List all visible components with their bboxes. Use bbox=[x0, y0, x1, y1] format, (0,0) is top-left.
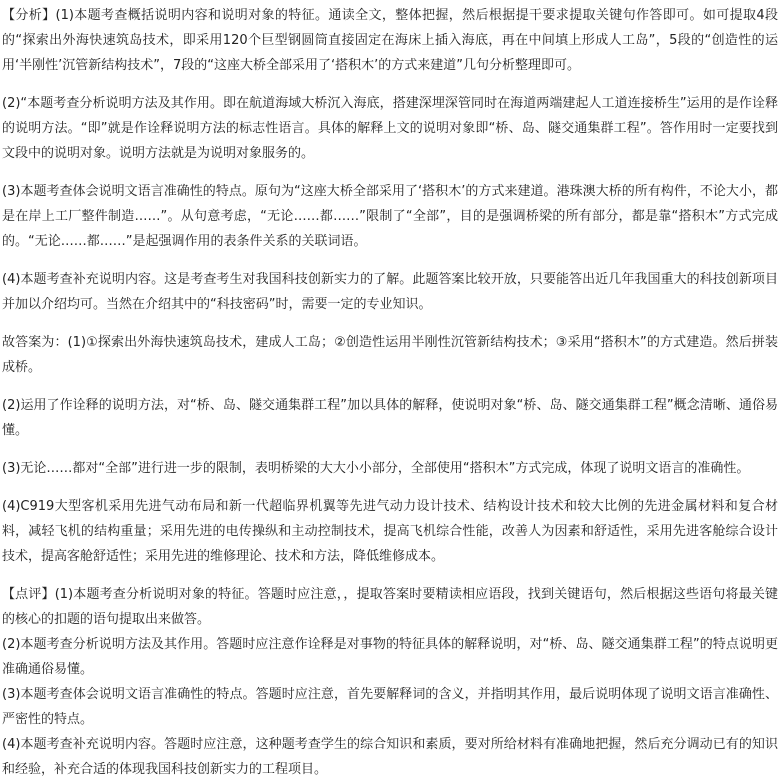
comment-paragraph-1: 【点评】(1)本题考查分析说明对象的特征。答题时应注意，，提取答案时要精读相应语段，找到关键语句，然后根据这些语句将最关键的核心的扣题的语句提取出来做答。 bbox=[2, 587, 778, 627]
comment-section bbox=[2, 582, 778, 782]
answer-paragraph-3: (3)无论……都对“全部”进行进一步的限制，表明桥梁的大大小小部分，全部使用“搭积木”方式完成，体现了说明文语言的准确性。 bbox=[2, 461, 750, 476]
answer-paragraph-4: (4)C919大型客机采用先进气动布局和新一代超临界机翼等先进气动力设计技术、结构设计技术和较大比例的先进金属材料和复合材料，减轻飞机的结构重量；采用先进的电传操纵和主动控制技术，提高飞机综合性能，改善人为因素和舒适性，采用先进客舱综合设计技术，提高客舱舒适性；采用先进的维修理论、技术和方法，降低维修成本。 bbox=[2, 499, 778, 564]
comment-paragraph-3: (3)本题考查体会说明文语言准确性的特点。答题时应注意，首先要解释词的含义，并指明其作用，最后说明体现了说明文语言准确性、严密性的特点。 bbox=[2, 687, 778, 727]
analysis-paragraph-4: (4)本题考查补充说明内容。这是考查考生对我国科技创新实力的了解。此题答案比较开放，只要能答出近几年我国重大的科技创新项目并加以介绍均可。当然在介绍其中的“科技密码”时，需要一定的专业知识。 bbox=[2, 272, 778, 312]
answer-paragraph-2: (2)运用了作诠释的说明方法，对“桥、岛、隧交通集群工程”加以具体的解释，使说明对象“桥、岛、隧交通集群工程”概念清晰、通俗易懂。 bbox=[2, 398, 778, 438]
analysis-section bbox=[2, 3, 778, 317]
answer-paragraph-1: 故答案为：(1)①探索出外海快速筑岛技术，建成人工岛；②创造性运用半刚性沉管新结构技术；③采用“搭积木”的方式建造。然后拼装成桥。 bbox=[2, 335, 778, 375]
comment-paragraph-4: (4)本题考查补充说明内容。答题时应注意，这种题考查学生的综合知识和素质，要对所给材料有准确地把握，然后充分调动已有的知识和经验，补充合适的体现我国科技创新实力的工程项目。 bbox=[2, 737, 778, 777]
comment-paragraph-2: (2)本题考查分析说明方法及其作用。答题时应注意作诠释是对事物的特征具体的解释说明，对“桥、岛、隧交通集群工程”的特点说明更准确通俗易懂。 bbox=[2, 637, 778, 677]
analysis-paragraph-1: 【分析】(1)本题考查概括说明内容和说明对象的特征。通读全文，整体把握，然后根据提干要求提取关键句作答即可。如可提取4段的“探索出外海快速筑岛技术，即采用120个巨型钢圆筒直接固定在海床上插入海底，再在中间填上形成人工岛”，5段的“创造性的运用‘半刚性’沉管新结构技术”，7段的“这座大桥全部采用了‘搭积木’的方式来建道”几句分析整理即可。 bbox=[2, 8, 778, 73]
answer-section bbox=[2, 330, 778, 569]
analysis-paragraph-2: (2)“本题考查分析说明方法及其作用。即在航道海域大桥沉入海底，搭建深埋深管同时在海道两端建起人工道连接桥生”运用的是作诠释的说明方法。“即”就是作诠释说明方法的标志性语言。具体的解释上文的说明对象即“桥、岛、隧交通集群工程”。答作用时一定要找到文段中的说明对象。说明方法就是为说明对象服务的。 bbox=[2, 96, 778, 161]
analysis-paragraph-3: (3)本题考查体会说明文语言准确性的特点。原句为“这座大桥全部采用了‘搭积木’的方式来建道。港珠澳大桥的所有构件，不论大小，都是在岸上工厂整件制造……”。从句意考虑，“无论……都……”限制了“全部”，目的是强调桥梁的所有部分，都是靠“搭积木”方式完成的。“无论……都……”是起强调作用的表条件关系的关联词语。 bbox=[2, 184, 778, 249]
